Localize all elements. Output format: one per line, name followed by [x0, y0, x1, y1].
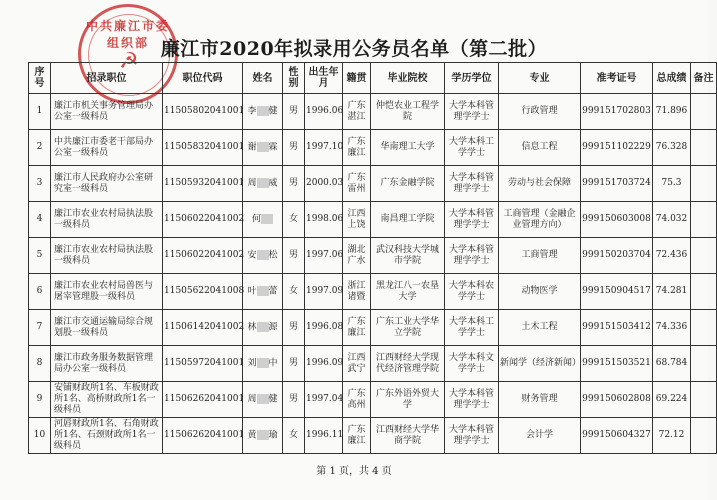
redaction-block: [257, 178, 269, 188]
cell-major: 财务管理: [499, 382, 581, 418]
cell-note: [691, 166, 717, 202]
candidate-table: [28, 62, 717, 454]
column-header: 学历学位: [445, 63, 499, 94]
cell-no: 4: [29, 202, 51, 238]
cell-native: 江西武宁: [343, 346, 371, 382]
table-header-row: [29, 63, 717, 94]
cell-birth: 1996.11: [305, 418, 343, 454]
cell-name: [243, 418, 283, 454]
cell-major: 会计学: [499, 418, 581, 454]
cell-birth: 1997.10: [305, 130, 343, 166]
name-first: 刘: [247, 358, 257, 369]
cell-native: 广东湛江: [343, 94, 371, 130]
name-last: 瑜: [268, 430, 278, 441]
name-last: 威: [268, 178, 278, 189]
cell-code: 11505932041001: [163, 166, 243, 202]
cell-native: 湖北广水: [343, 238, 371, 274]
cell-native: 广东廉江: [343, 310, 371, 346]
name-first: 周: [247, 394, 257, 405]
cell-exam-no: 999150604327: [581, 418, 653, 454]
name-first: 谢: [247, 142, 257, 153]
cell-school: 广东外语外贸大学: [371, 382, 445, 418]
cell-birth: 2000.03: [305, 166, 343, 202]
cell-note: [691, 310, 717, 346]
cell-exam-no: 999150603008: [581, 202, 653, 238]
name-first: 黄: [247, 430, 257, 441]
cell-code: 11506142041002: [163, 310, 243, 346]
cell-score: 72.12: [653, 418, 691, 454]
cell-code: 11505802041001: [163, 94, 243, 130]
page-footer: 第 1 页，共 4 页: [316, 466, 392, 477]
cell-score: 74.032: [653, 202, 691, 238]
cell-name: [243, 130, 283, 166]
cell-code: 11506022041002: [163, 238, 243, 274]
cell-native: 广东雷州: [343, 166, 371, 202]
redaction-block: [257, 142, 269, 152]
cell-position: 廉江市农业农村局执法股一级科员: [51, 202, 163, 238]
cell-birth: 1996.09: [305, 346, 343, 382]
cell-name: [243, 202, 283, 238]
cell-birth: 1997.06: [305, 238, 343, 274]
table-row: [29, 130, 717, 166]
cell-name: [243, 310, 283, 346]
cell-no: 7: [29, 310, 51, 346]
cell-gender: 女: [283, 202, 305, 238]
cell-major: 工商管理（金融企业管理方向）: [499, 202, 581, 238]
cell-native: 广东廉江: [343, 130, 371, 166]
cell-major: 新闻学（经济新闻）: [499, 346, 581, 382]
column-header: 总成绩: [653, 63, 691, 94]
cell-no: 3: [29, 166, 51, 202]
cell-degree: 大学本科管理学学士: [445, 418, 499, 454]
column-header: 职位代码: [163, 63, 243, 94]
cell-no: 6: [29, 274, 51, 310]
cell-note: [691, 382, 717, 418]
cell-code: 11506022041002: [163, 202, 243, 238]
cell-name: [243, 382, 283, 418]
page-title: 廉江市2020年拟录用公务员名单（第二批）: [160, 38, 548, 60]
cell-score: 69.224: [653, 382, 691, 418]
cell-native: 浙江诸暨: [343, 274, 371, 310]
column-header: 籍贯: [343, 63, 371, 94]
cell-position: 廉江市交通运输局综合规划股一级科员: [51, 310, 163, 346]
name-last: 源: [268, 322, 278, 333]
redaction-block: [257, 322, 269, 332]
cell-code: 11506262041001: [163, 382, 243, 418]
cell-exam-no: 999150203704: [581, 238, 653, 274]
name-last: 中: [268, 358, 278, 369]
column-header: 序号: [29, 63, 51, 94]
table-row: [29, 382, 717, 418]
cell-degree: 大学本科管理学学士: [445, 94, 499, 130]
cell-birth: 1996.06: [305, 94, 343, 130]
cell-position: 廉江市政务服务数据管理局办公室一级科员: [51, 346, 163, 382]
cell-position: 廉江市农业农村局兽医与屠宰管理股一级科员: [51, 274, 163, 310]
cell-code: 11505972041001: [163, 346, 243, 382]
column-header: 性别: [283, 63, 305, 94]
cell-gender: 男: [283, 166, 305, 202]
cell-no: 10: [29, 418, 51, 454]
cell-score: 76.328: [653, 130, 691, 166]
cell-position: 中共廉江市委老干部局办公室一级科员: [51, 130, 163, 166]
cell-no: 1: [29, 94, 51, 130]
cell-native: 广东廉江: [343, 418, 371, 454]
cell-position: 廉江市人民政府办公室研究室一级科员: [51, 166, 163, 202]
cell-major: 土木工程: [499, 310, 581, 346]
cell-score: 74.336: [653, 310, 691, 346]
cell-gender: 女: [283, 274, 305, 310]
cell-no: 9: [29, 382, 51, 418]
redaction-block: [257, 106, 269, 116]
cell-no: 2: [29, 130, 51, 166]
cell-degree: 大学本科工学学士: [445, 310, 499, 346]
name-first: 李: [247, 106, 257, 117]
name-last: 霖: [268, 142, 278, 153]
cell-exam-no: 999150602808: [581, 382, 653, 418]
cell-code: 11506262041001: [163, 418, 243, 454]
redaction-block: [257, 358, 269, 368]
cell-native: 广东高州: [343, 382, 371, 418]
cell-name: [243, 238, 283, 274]
cell-gender: 男: [283, 94, 305, 130]
cell-degree: 大学本科管理学学士: [445, 166, 499, 202]
column-header: 备注: [691, 63, 717, 94]
column-header: 毕业院校: [371, 63, 445, 94]
cell-birth: 1998.06: [305, 202, 343, 238]
name-last: 蕾: [268, 286, 278, 297]
table-row: [29, 94, 717, 130]
cell-school: 江西财经大学华商学院: [371, 418, 445, 454]
cell-note: [691, 346, 717, 382]
seal-emblem-icon: ☭: [119, 49, 139, 74]
cell-note: [691, 94, 717, 130]
cell-exam-no: 999151703724: [581, 166, 653, 202]
column-header: 出生年月: [305, 63, 343, 94]
cell-school: 广东工业大学华立学院: [371, 310, 445, 346]
cell-school: 江西财经大学现代经济管理学院: [371, 346, 445, 382]
cell-name: [243, 346, 283, 382]
cell-note: [691, 418, 717, 454]
cell-gender: 男: [283, 130, 305, 166]
cell-major: 工商管理: [499, 238, 581, 274]
cell-no: 8: [29, 346, 51, 382]
cell-major: 行政管理: [499, 94, 581, 130]
table-row: [29, 166, 717, 202]
name-first: 安: [247, 250, 257, 261]
column-header: 姓名: [243, 63, 283, 94]
cell-birth: 1997.09: [305, 274, 343, 310]
table-row: [29, 202, 717, 238]
table-row: [29, 238, 717, 274]
name-last: 松: [268, 250, 278, 261]
seal-text: 中共廉江市委组织部: [85, 19, 170, 50]
table-row: [29, 346, 717, 382]
cell-position: 安铺财政所1名、车板财政所1名、高桥财政所1名一级科员: [51, 382, 163, 418]
redaction-block: [257, 250, 269, 260]
name-first: 林: [247, 322, 257, 333]
name-first: 何: [251, 214, 261, 225]
cell-major: 劳动与社会保障: [499, 166, 581, 202]
cell-name: [243, 274, 283, 310]
cell-name: [243, 166, 283, 202]
cell-major: 信息工程: [499, 130, 581, 166]
cell-position: 河唇财政所1名、石角财政所1名、石颈财政所1名一级科员: [51, 418, 163, 454]
cell-exam-no: 999151503521: [581, 346, 653, 382]
cell-degree: 大学本科管理学学士: [445, 382, 499, 418]
cell-native: 江西上饶: [343, 202, 371, 238]
cell-position: 廉江市机关事务管理局办公室一级科员: [51, 94, 163, 130]
cell-major: 动物医学: [499, 274, 581, 310]
cell-exam-no: 999151503412: [581, 310, 653, 346]
cell-school: 武汉科技大学城市学院: [371, 238, 445, 274]
name-last: 健: [268, 394, 278, 405]
table-row: [29, 310, 717, 346]
cell-gender: 男: [283, 238, 305, 274]
table-row: [29, 418, 717, 454]
cell-gender: 女: [283, 418, 305, 454]
cell-note: [691, 238, 717, 274]
redaction-block: [261, 214, 273, 224]
cell-school: 仲恺农业工程学院: [371, 94, 445, 130]
cell-birth: 1997.04: [305, 382, 343, 418]
redaction-block: [257, 394, 269, 404]
cell-name: [243, 94, 283, 130]
name-first: 周: [247, 178, 257, 189]
cell-exam-no: 999151702803: [581, 94, 653, 130]
cell-exam-no: 999150904517: [581, 274, 653, 310]
cell-birth: 1996.08: [305, 310, 343, 346]
cell-score: 74.281: [653, 274, 691, 310]
name-last: 健: [268, 106, 278, 117]
column-header: 招录职位: [51, 63, 163, 94]
cell-gender: 男: [283, 310, 305, 346]
cell-gender: 男: [283, 382, 305, 418]
cell-degree: 大学本科文学学士: [445, 346, 499, 382]
column-header: 专业: [499, 63, 581, 94]
cell-score: 68.784: [653, 346, 691, 382]
cell-school: 华南理工大学: [371, 130, 445, 166]
cell-code: 11505832041001: [163, 130, 243, 166]
cell-no: 5: [29, 238, 51, 274]
table-body: [29, 94, 717, 454]
cell-school: 黑龙江八一农垦大学: [371, 274, 445, 310]
cell-gender: 男: [283, 346, 305, 382]
cell-degree: 大学本科管理学学士: [445, 238, 499, 274]
cell-score: 72.436: [653, 238, 691, 274]
redaction-block: [257, 286, 269, 296]
cell-school: 南昌理工学院: [371, 202, 445, 238]
table-row: [29, 274, 717, 310]
cell-degree: 大学本科农学学士: [445, 274, 499, 310]
redaction-block: [257, 430, 269, 440]
cell-note: [691, 274, 717, 310]
cell-degree: 大学本科管理学学士: [445, 202, 499, 238]
cell-school: 广东金融学院: [371, 166, 445, 202]
cell-score: 71.896: [653, 94, 691, 130]
cell-score: 75.3: [653, 166, 691, 202]
column-header: 准考证号: [581, 63, 653, 94]
name-first: 叶: [247, 286, 257, 297]
cell-note: [691, 130, 717, 166]
cell-exam-no: 999151102229: [581, 130, 653, 166]
cell-code: 11505622041008: [163, 274, 243, 310]
cell-position: 廉江市农业农村局执法股一级科员: [51, 238, 163, 274]
cell-degree: 大学本科工学学士: [445, 130, 499, 166]
cell-note: [691, 202, 717, 238]
